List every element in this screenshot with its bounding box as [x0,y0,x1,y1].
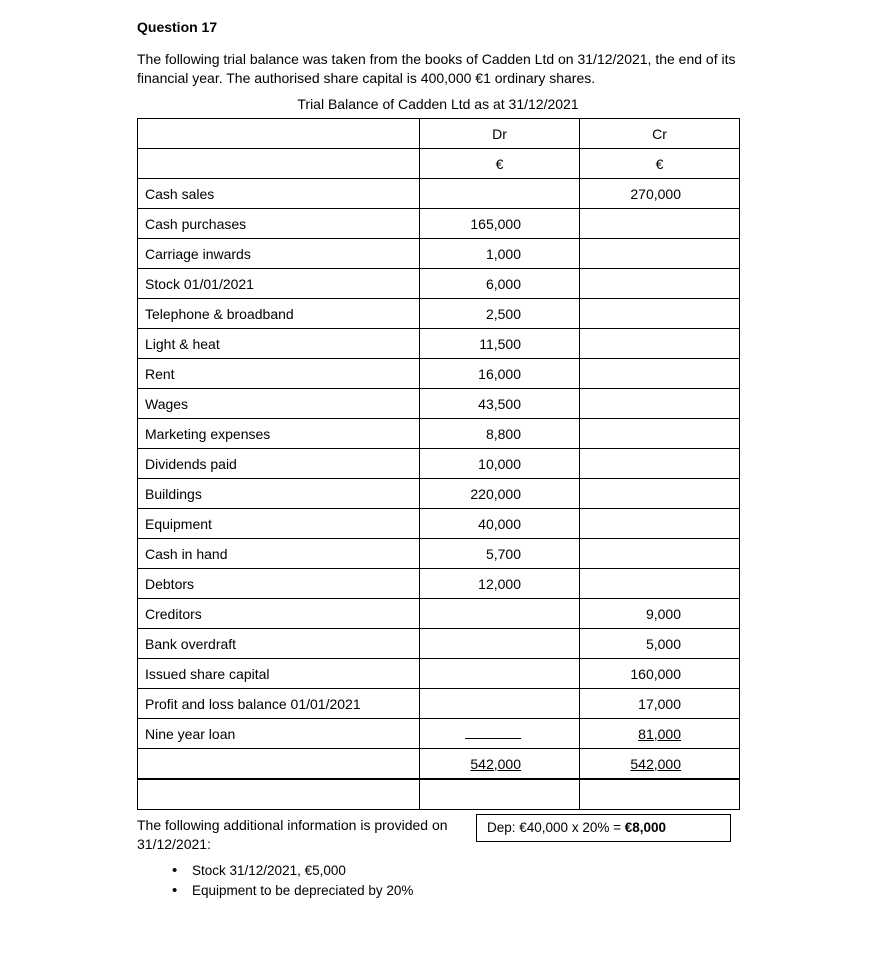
list-item: • Equipment to be depreciated by 20% [172,881,413,901]
total-debit-text: 542,000 [470,755,521,772]
credit-amount: 270,000 [580,179,740,209]
credit-amount [580,569,740,599]
debit-amount [420,689,580,719]
debit-amount: 11,500 [420,329,580,359]
account-name: Creditors [138,599,420,629]
table-row [138,179,740,209]
debit-amount: 220,000 [420,479,580,509]
account-name: Carriage inwards [138,239,420,269]
debit-amount: 40,000 [420,509,580,539]
debit-amount [420,599,580,629]
table-row [138,239,740,269]
debit-amount: 1,000 [420,239,580,269]
subtotal-line [465,738,521,739]
account-name: Marketing expenses [138,419,420,449]
total-debit [420,749,580,780]
empty-row [138,779,740,810]
credit-amount [580,209,740,239]
account-name: Wages [138,389,420,419]
debit-amount: 16,000 [420,359,580,389]
debit-amount [420,179,580,209]
empty-cell [138,779,420,810]
table-row [138,479,740,509]
credit-amount [580,539,740,569]
account-name: Cash in hand [138,539,420,569]
table-row [138,509,740,539]
additional-info-list [172,861,413,901]
table-row [138,329,740,359]
depreciation-note-box [476,814,731,842]
credit-amount: 17,000 [580,689,740,719]
total-credit-text: 542,000 [630,755,681,772]
table-row [138,719,740,749]
header-account-cell [138,119,420,149]
empty-cell [580,779,740,810]
table-row [138,689,740,719]
credit-amount [580,449,740,479]
account-name: Nine year loan [138,719,420,749]
depreciation-result: €8,000 [624,820,667,835]
credit-amount [580,419,740,449]
table-row [138,389,740,419]
debit-amount: 6,000 [420,269,580,299]
account-name: Bank overdraft [138,629,420,659]
depreciation-calc: Dep: €40,000 x 20% = [487,820,625,835]
trial-balance-title: Trial Balance of Cadden Ltd as at 31/12/2021 [297,96,579,112]
intro-paragraph: The following trial balance was taken from the books of Cadden Ltd on 31/12/2021, the end of its financial year. The authorised share capital is 400,000 €1 ordinary shares. [137,51,736,86]
credit-amount [580,359,740,389]
cr-header: Cr [580,119,740,149]
table-row [138,449,740,479]
currency-account-cell [138,149,420,179]
dr-currency: € [420,149,580,179]
table-row [138,599,740,629]
debit-amount: 8,800 [420,419,580,449]
table-row [138,539,740,569]
debit-amount: 12,000 [420,569,580,599]
debit-amount [420,719,580,749]
table-row [138,359,740,389]
debit-amount: 5,700 [420,539,580,569]
credit-amount: 5,000 [580,629,740,659]
account-name: Cash purchases [138,209,420,239]
debit-amount: 2,500 [420,299,580,329]
account-name: Telephone & broadband [138,299,420,329]
debit-amount [420,659,580,689]
cr-currency: € [580,149,740,179]
table-row [138,419,740,449]
credit-amount [580,269,740,299]
total-credit [580,749,740,780]
header-row [138,119,740,149]
debit-amount: 43,500 [420,389,580,419]
account-name: Dividends paid [138,449,420,479]
empty-cell [420,779,580,810]
table-row [138,629,740,659]
account-name: Light & heat [138,329,420,359]
table-row [138,569,740,599]
credit-amount [580,719,740,749]
credit-amount [580,389,740,419]
table-row [138,659,740,689]
credit-amount [580,329,740,359]
credit-amount [580,509,740,539]
account-name: Issued share capital [138,659,420,689]
account-name: Profit and loss balance 01/01/2021 [138,689,420,719]
credit-amount [580,299,740,329]
totals-row [138,749,740,780]
debit-amount: 165,000 [420,209,580,239]
credit-amount-text: 81,000 [638,725,681,742]
debit-amount [420,629,580,659]
account-name: Rent [138,359,420,389]
table-row [138,299,740,329]
credit-amount [580,479,740,509]
credit-amount [580,239,740,269]
currency-row [138,149,740,179]
totals-label-cell [138,749,420,780]
account-name: Equipment [138,509,420,539]
debit-amount: 10,000 [420,449,580,479]
dr-header: Dr [420,119,580,149]
table-row [138,209,740,239]
additional-info-text: The following additional information is provided on 31/12/2021: [137,817,448,852]
credit-amount: 160,000 [580,659,740,689]
account-name: Stock 01/01/2021 [138,269,420,299]
credit-amount: 9,000 [580,599,740,629]
account-name: Debtors [138,569,420,599]
account-name: Buildings [138,479,420,509]
table-row [138,269,740,299]
trial-balance-table [137,118,740,810]
question-heading: Question 17 [137,19,218,35]
account-name: Cash sales [138,179,420,209]
list-item: • Stock 31/12/2021, €5,000 [172,861,413,881]
